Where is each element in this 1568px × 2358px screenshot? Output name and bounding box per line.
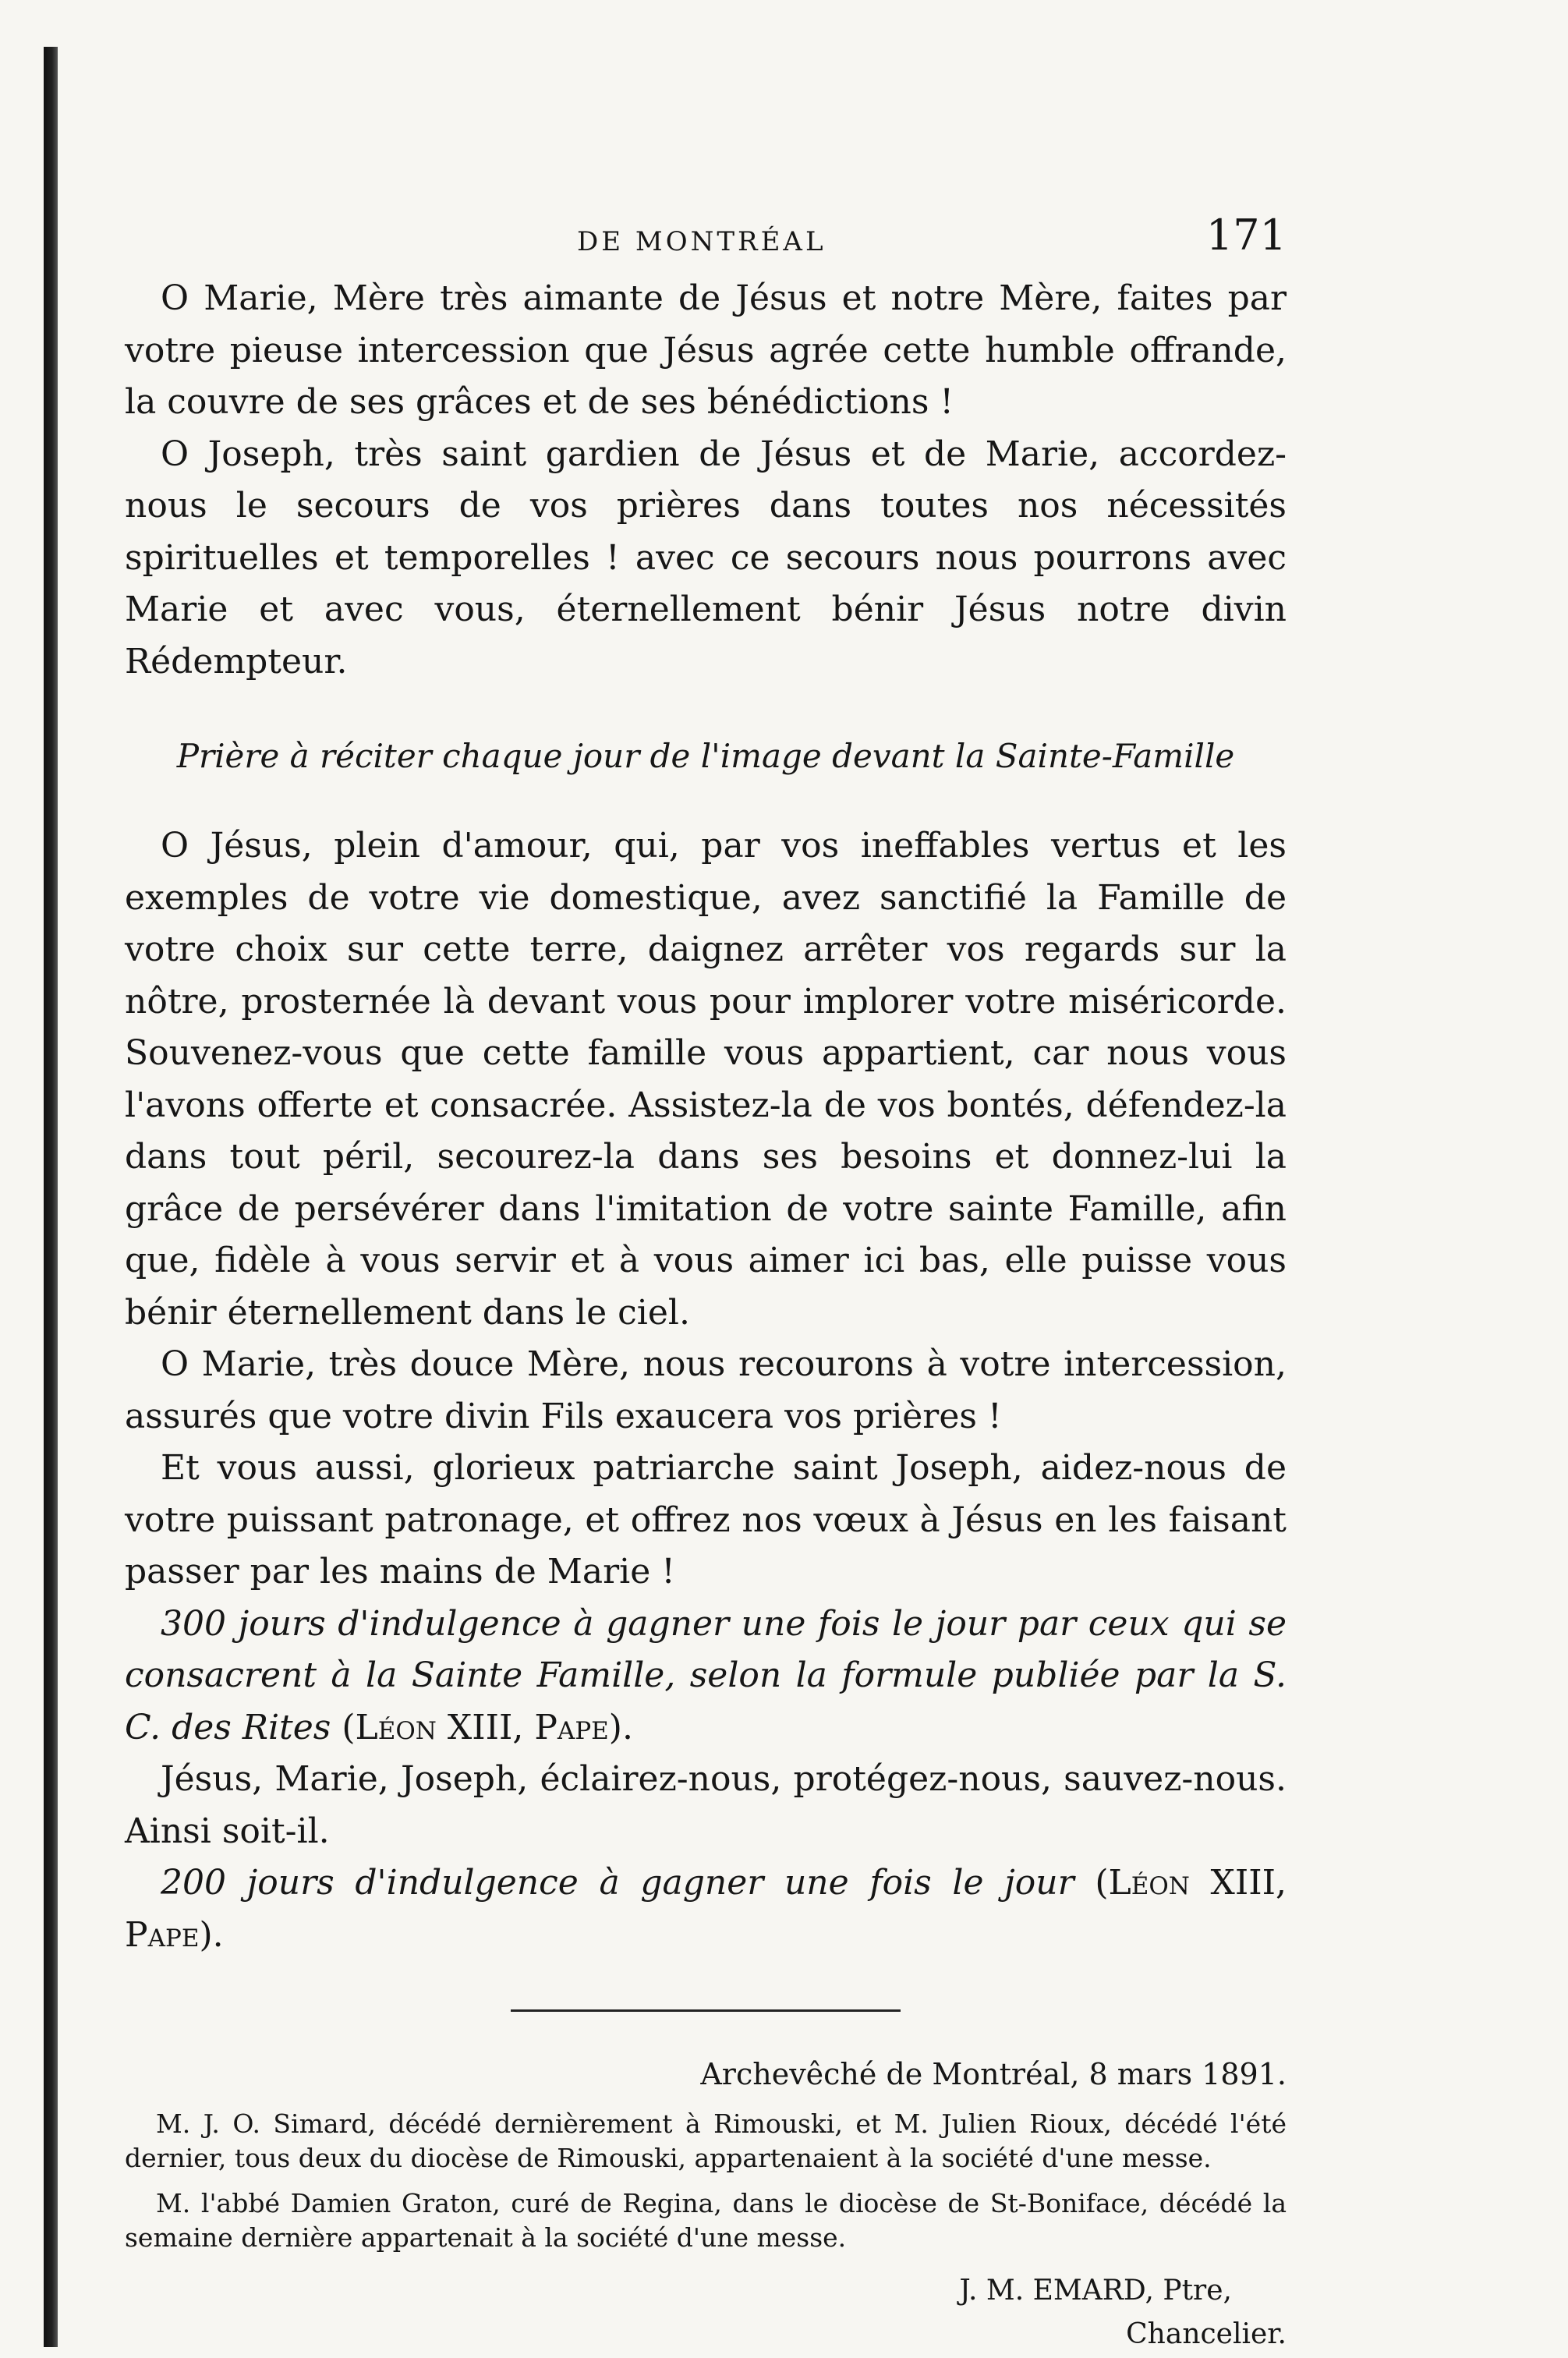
paragraph-marie-offering: O Marie, Mère très aimante de Jésus et notre Mère, faites par votre pieuse intercession que Jésus agrée cette humble offrande, la couvre de ses grâces et de ses bénédictions ! — [125, 278, 1287, 422]
obituary-note-graton: M. l'abbé Damien Graton, curé de Regina, dans le diocèse de St-Boniface, décédé la semaine dernière appartenait à la société d'une messe. — [125, 2188, 1287, 2253]
page-number: 171 — [1205, 211, 1287, 260]
indulgence-note-300 — [125, 1599, 1287, 1754]
section-divider — [511, 2009, 901, 2012]
paragraph-closing-invocation: Jésus, Marie, Joseph, éclairez-nous, protégez-nous, sauvez-nous. Ainsi soit-il. — [125, 1759, 1287, 1851]
document-page — [125, 211, 1287, 2356]
indulgence-300-credit: (Léon XIII, Pape). — [342, 1707, 633, 1747]
indulgence-200-text: 200 jours d'indulgence à gagner une fois le jour — [161, 1863, 1074, 1903]
indulgence-note-200 — [125, 1857, 1287, 1961]
page-header — [125, 211, 1287, 273]
prayer-heading: Prière à réciter chaque jour de l'image devant la Sainte-Famille — [176, 737, 1235, 775]
indulgence-200-credit: (Léon XIII, Pape). — [125, 1863, 1287, 1955]
paragraph-joseph-patronage: Et vous aussi, glorieux patriarche saint Joseph, aidez-nous de votre puissant patronage, et offrez nos vœux à Jésus en les faisant passer par les mains de Marie ! — [125, 1448, 1287, 1591]
paragraph-marie-intercession: O Marie, très douce Mère, nous recourons à votre intercession, assurés que votre divin Fils exaucera vos prières ! — [125, 1344, 1287, 1436]
scan-binding-edge — [44, 47, 58, 2347]
obituary-note-simard-rioux: M. J. O. Simard, décédé dernièrement à Rimouski, et M. Julien Rioux, décédé l'été dernier, tous deux du diocèse de Rimouski, appartenaient à la société d'une messe. — [125, 2108, 1287, 2173]
signer-title: Chancelier. — [1126, 2318, 1287, 2350]
paragraph-jesus-prayer: O Jésus, plein d'amour, qui, par vos ineffables vertus et les exemples de votre vie domestique, avez sanctifié la Famille de votre choix sur cette terre, daignez arrêter vos regards sur la nôtre, prosternée là devant vous pour implorer votre miséricorde. Souvenez-vous que cette famille vous appartient, car nous vous l'avons offerte et consacrée. Assistez-la de vos bontés, défendez-la dans tout péril, secourez-la dans ses besoins et donnez-lui la grâce de persévérer dans l'imitation de votre sainte Famille, afin que, fidèle à vous servir et à vous aimer ici bas, elle puisse vous bénir éternellement dans le ciel. — [125, 826, 1287, 1333]
paragraph-joseph-secours: O Joseph, très saint gardien de Jésus et de Marie, accordez-nous le secours de vos prières dans toutes nos nécessités spirituelles et temporelles ! avec ce secours nous pourrons avec Marie et avec vous, éternellement bénir Jésus notre divin Rédempteur. — [125, 434, 1287, 682]
signer-name: J. M. EMARD, Ptre, — [959, 2275, 1232, 2307]
archdiocese-date-line: Archevêché de Montréal, 8 mars 1891. — [700, 2057, 1287, 2091]
indulgence-300-text: 300 jours d'indulgence à gagner une fois le jour par ceux qui se consacrent à la Sainte Famille, selon la formule publiée par la S. C. des Rites — [125, 1603, 1287, 1747]
running-head: DE MONTRÉAL — [577, 226, 826, 257]
